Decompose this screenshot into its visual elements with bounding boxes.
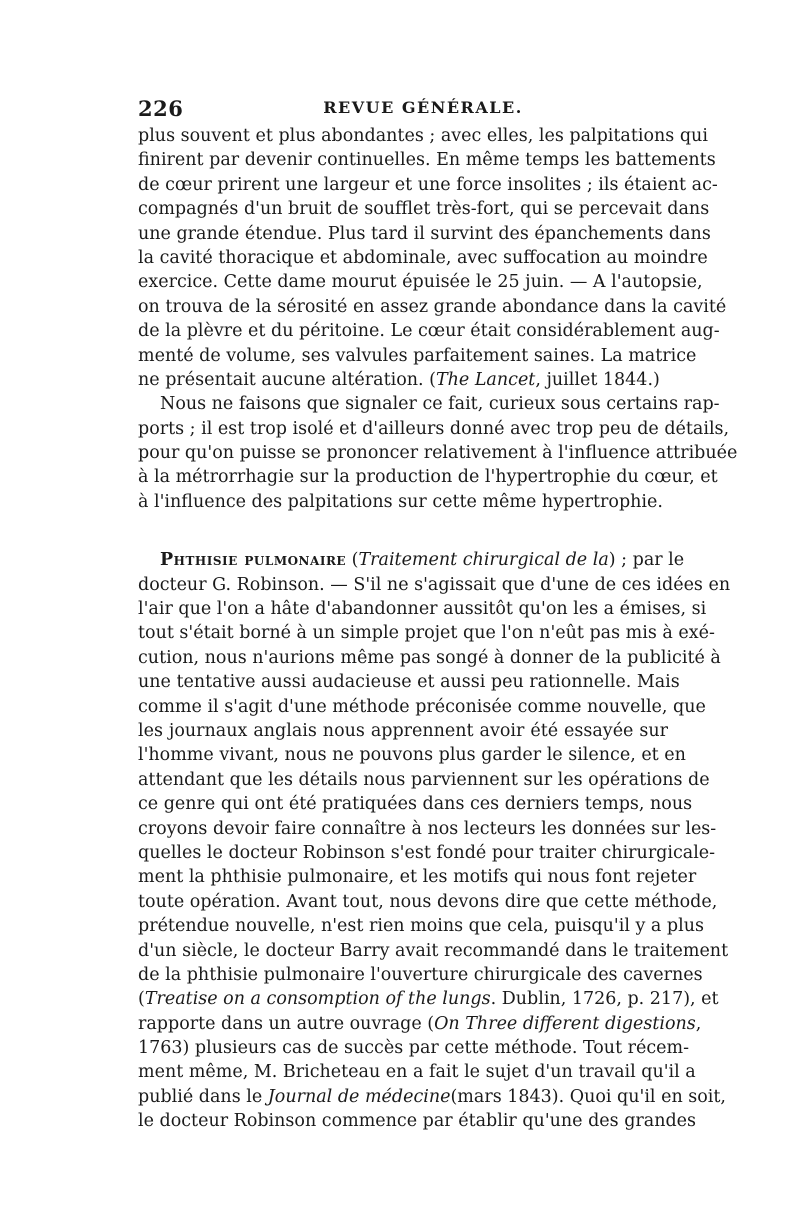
text-line: plus souvent et plus abondantes ; avec elles, les palpitations qui: [138, 126, 708, 146]
text-line: ment même, M. Bricheteau en a fait le sujet d'un travail qu'il a: [138, 1062, 696, 1083]
text-line: quelles le docteur Robinson s'est fondé pour traiter chirurgicale-: [138, 842, 716, 863]
text-line: toute opération. Avant tout, nous devons dire que cette méthode,: [138, 891, 718, 912]
text-line: [138, 1012, 702, 1036]
section-phthisie: [138, 548, 731, 1133]
text-line: cution, nous n'aurions même pas songé à donner de la publicité à: [138, 647, 721, 668]
running-head: [138, 96, 668, 124]
text-line: de la phthisie pulmonaire l'ouverture chirurgicale des cavernes: [138, 964, 703, 985]
text-line: l'air que l'on a hâte d'abandonner aussitôt qu'on les a émises, si: [138, 599, 707, 620]
text-fragment: ne présentait aucune altération. (: [138, 369, 436, 390]
text-line: l'homme vivant, nous ne pouvons plus garder le silence, et en: [138, 745, 686, 766]
text-line: une tentative aussi audacieuse et aussi peu rationnelle. Mais: [138, 672, 680, 693]
journal-title: Journal de médecine: [267, 1086, 451, 1107]
text-line: exercice. Cette dame mourut épuisée le 25 juin. — A l'autopsie,: [138, 272, 703, 293]
text-line: tout s'était borné à un simple projet que l'on n'eût pas mis à exé-: [138, 623, 715, 644]
text-line: [138, 368, 668, 392]
digestions-title: On Three different digestions: [434, 1013, 696, 1034]
text-fragment: (mars 1843). Quoi qu'il en soit,: [450, 1086, 726, 1107]
text-fragment: (: [138, 989, 145, 1010]
text-line: pour qu'on puisse se prononcer relativement à l'influence attribuée: [138, 443, 738, 464]
text-line: d'un siècle, le docteur Barry avait recommandé dans le traitement: [138, 940, 729, 961]
text-line: 1763) plusieurs cas de succès par cette méthode. Tout récem-: [138, 1038, 690, 1059]
paragraph-2: [138, 392, 738, 514]
treatise-title: Treatise on a consomption of the lungs: [144, 989, 491, 1010]
section-subtitle: Traitement chirurgical de la: [358, 550, 609, 571]
text-fragment: . Dublin, 1726, p. 217), et: [490, 989, 719, 1010]
text-line: ment la phthisie pulmonaire, et les motifs qui nous font rejeter: [138, 867, 697, 888]
section-head: Phthisie pulmonaire: [160, 550, 347, 571]
text-line: finirent par devenir continuelles. En même temps les battements: [138, 150, 716, 171]
section-heading-line: [138, 548, 685, 572]
text-line: ports ; il est trop isolé et d'ailleurs donné avec trop peu de détails,: [138, 418, 730, 439]
text-line: docteur G. Robinson. — S'il ne s'agissait que d'une de ces idées en: [138, 574, 731, 595]
text-line: Nous ne faisons que signaler ce fait, curieux sous certains rap-: [160, 394, 720, 415]
book-page: [138, 96, 738, 1134]
text-line: de la plèvre et du péritoine. Le cœur était considérablement aug-: [138, 321, 720, 342]
text-line: on trouva de la sérosité en assez grande abondance dans la cavité: [138, 296, 727, 317]
running-title: REVUE GÉNÉRALE.: [323, 98, 523, 117]
text-fragment: ) ; par le: [608, 550, 685, 571]
section-gap: [138, 514, 668, 548]
text-line: attendant que les détails nous parviennent sur les opérations de: [138, 769, 710, 790]
text-line: menté de volume, ses valvules parfaitement saines. La matrice: [138, 345, 697, 366]
text-line: comme il s'agit d'une méthode préconisée comme nouvelle, que: [138, 696, 706, 717]
text-line: une grande étendue. Plus tard il survint des épanchements dans: [138, 223, 711, 244]
text-fragment: rapporte dans un autre ouvrage (: [138, 1013, 435, 1034]
text-line: la cavité thoracique et abdominale, avec suffocation au moindre: [138, 247, 708, 268]
text-line: prétendue nouvelle, n'est rien moins que cela, puisqu'il y a plus: [138, 916, 704, 937]
text-line: ce genre qui ont été pratiquées dans ces derniers temps, nous: [138, 794, 693, 815]
text-fragment: ,: [695, 1013, 702, 1034]
text-line: les journaux anglais nous apprennent avoir été essayée sur: [138, 720, 668, 741]
source-citation: The Lancet: [435, 369, 536, 390]
text-line: [138, 1085, 726, 1109]
text-fragment: (: [346, 550, 359, 571]
page-number: 226: [138, 96, 184, 121]
paragraph-1: [138, 124, 727, 392]
text-line: [138, 987, 719, 1011]
text-line: de cœur prirent une largeur et une force insolites ; ils étaient ac-: [138, 174, 718, 195]
text-line: à l'influence des palpitations sur cette même hypertrophie.: [138, 491, 663, 512]
text-line: le docteur Robinson commence par établir qu'une des grandes: [138, 1111, 697, 1132]
text-line: croyons devoir faire connaître à nos lecteurs les données sur les-: [138, 818, 717, 839]
text-fragment: publié dans le: [138, 1086, 268, 1107]
text-fragment: , juillet 1844.): [535, 369, 660, 390]
text-line: compagnés d'un bruit de soufflet très-fort, qui se percevait dans: [138, 199, 710, 220]
text-line: à la métrorrhagie sur la production de l'hypertrophie du cœur, et: [138, 467, 718, 488]
